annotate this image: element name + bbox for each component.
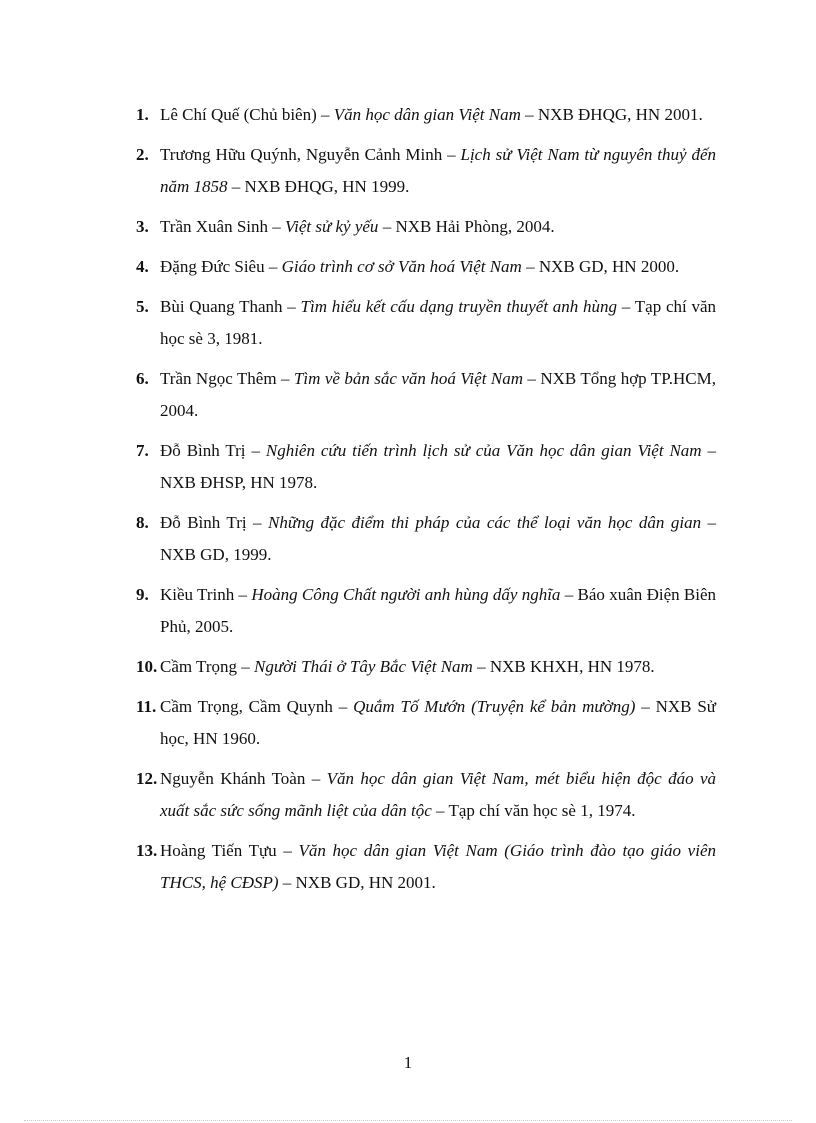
reference-author: Bùi Quang Thanh bbox=[160, 297, 283, 316]
reference-number: 8. bbox=[136, 513, 149, 532]
reference-author: Trần Xuân Sinh bbox=[160, 217, 268, 236]
reference-author: Trương Hữu Quýnh, Nguyễn Cảnh Minh bbox=[160, 145, 443, 164]
separator: – bbox=[282, 297, 301, 316]
page-divider bbox=[24, 1120, 792, 1121]
reference-author: Trần Ngọc Thêm bbox=[160, 369, 277, 388]
reference-item bbox=[136, 291, 716, 355]
reference-number: 3. bbox=[136, 217, 149, 236]
separator: – bbox=[245, 441, 266, 460]
reference-list bbox=[136, 99, 716, 907]
reference-item bbox=[136, 651, 716, 683]
reference-number: 13. bbox=[136, 841, 158, 860]
reference-item bbox=[136, 763, 716, 827]
reference-title: Văn học dân gian Việt Nam (Giáo trình đào tạo giáo viên THCS, hệ CĐSP) bbox=[160, 841, 717, 892]
separator: – bbox=[520, 105, 538, 124]
reference-item bbox=[136, 835, 716, 899]
reference-title: Hoàng Công Chất người anh hùng dấy nghĩa bbox=[251, 585, 561, 604]
reference-number: 9. bbox=[136, 585, 149, 604]
reference-number: 11. bbox=[136, 697, 157, 716]
reference-title: Tìm hiểu kết cấu dạng truyền thuyết anh hùng bbox=[300, 297, 618, 316]
separator: – bbox=[276, 369, 294, 388]
reference-source: Báo xuân Điện Biên Phủ, 2005. bbox=[160, 585, 717, 636]
reference-author: Cầm Trọng bbox=[160, 657, 237, 676]
page-number: 1 bbox=[403, 1053, 413, 1072]
separator: – bbox=[227, 177, 245, 196]
reference-author: Đặng Đức Siêu bbox=[160, 257, 265, 276]
reference-item bbox=[136, 99, 716, 131]
reference-source: NXB KHXH, HN 1978. bbox=[489, 657, 655, 676]
reference-source: NXB Tổng hợp TP.HCM, 2004. bbox=[160, 369, 716, 420]
reference-title: Văn học dân gian Việt Nam, mét biểu hiện độc đáo và xuất sắc sức sống mãnh liệt của dân tộc bbox=[160, 769, 716, 820]
reference-source: NXB ĐHQG, HN 2001. bbox=[537, 105, 703, 124]
reference-author: Đỗ Bình Trị bbox=[160, 513, 247, 532]
separator: – bbox=[431, 801, 449, 820]
separator: – bbox=[332, 697, 354, 716]
separator: – bbox=[264, 257, 282, 276]
reference-source: NXB ĐHSP, HN 1978. bbox=[160, 473, 318, 492]
separator: – bbox=[237, 657, 254, 676]
separator: – bbox=[617, 297, 635, 316]
separator: – bbox=[701, 441, 717, 460]
reference-source: NXB Hải Phòng, 2004. bbox=[395, 217, 555, 236]
separator: – bbox=[472, 657, 490, 676]
reference-author: Lê Chí Quế (Chủ biên) bbox=[160, 105, 317, 124]
reference-item bbox=[136, 435, 716, 499]
separator: – bbox=[268, 217, 285, 236]
reference-source: NXB GD, HN 2000. bbox=[538, 257, 680, 276]
reference-item bbox=[136, 363, 716, 427]
reference-title: Văn học dân gian Việt Nam bbox=[333, 105, 521, 124]
separator: – bbox=[305, 769, 327, 788]
reference-item bbox=[136, 507, 716, 571]
reference-source: NXB GD, HN 2001. bbox=[295, 873, 436, 892]
reference-title: Nghiên cứu tiến trình lịch sử của Văn học dân gian Việt Nam bbox=[265, 441, 702, 460]
separator: – bbox=[560, 585, 578, 604]
separator: – bbox=[234, 585, 252, 604]
reference-author: Nguyễn Khánh Toàn bbox=[160, 769, 306, 788]
reference-title: Những đặc điểm thi pháp của các thể loại văn học dân gian bbox=[267, 513, 702, 532]
reference-author: Kiều Trinh bbox=[160, 585, 235, 604]
reference-source: NXB Sử học, HN 1960. bbox=[160, 697, 717, 748]
reference-item bbox=[136, 211, 716, 243]
reference-item bbox=[136, 579, 716, 643]
separator: – bbox=[521, 257, 539, 276]
separator: – bbox=[378, 217, 396, 236]
reference-source: NXB GD, 1999. bbox=[160, 545, 272, 564]
separator: – bbox=[701, 513, 717, 532]
reference-author: Hoàng Tiến Tựu bbox=[160, 841, 277, 860]
reference-title: Giáo trình cơ sở Văn hoá Việt Nam bbox=[281, 257, 522, 276]
separator: – bbox=[635, 697, 656, 716]
reference-source: NXB ĐHQG, HN 1999. bbox=[244, 177, 410, 196]
reference-number: 12. bbox=[136, 769, 158, 788]
reference-item bbox=[136, 139, 716, 203]
separator: – bbox=[278, 873, 296, 892]
reference-number: 5. bbox=[136, 297, 149, 316]
reference-number: 2. bbox=[136, 145, 149, 164]
reference-author: Đỗ Bình Trị bbox=[160, 441, 246, 460]
separator: – bbox=[246, 513, 268, 532]
reference-source: Tạp chí văn học sè 3, 1981. bbox=[160, 297, 717, 348]
separator: – bbox=[316, 105, 334, 124]
reference-title: Việt sử kỷ yếu bbox=[285, 217, 379, 236]
reference-item bbox=[136, 251, 716, 283]
reference-title: Người Thái ở Tây Bắc Việt Nam bbox=[254, 657, 473, 676]
reference-title: Tìm về bản sắc văn hoá Việt Nam bbox=[293, 369, 523, 388]
reference-title: Lịch sử Việt Nam từ nguyên thuỷ đến năm 1858 bbox=[160, 145, 717, 196]
reference-title: Quắm Tố Mướn (Truyện kể bản mường) bbox=[353, 697, 636, 716]
reference-number: 10. bbox=[136, 657, 158, 676]
reference-author: Cầm Trọng, Cầm Quynh bbox=[160, 697, 333, 716]
separator: – bbox=[522, 369, 541, 388]
reference-number: 6. bbox=[136, 369, 149, 388]
reference-source: Tạp chí văn học sè 1, 1974. bbox=[448, 801, 636, 820]
reference-number: 1. bbox=[136, 105, 149, 124]
reference-number: 7. bbox=[136, 441, 149, 460]
reference-item bbox=[136, 691, 716, 755]
separator: – bbox=[276, 841, 299, 860]
separator: – bbox=[442, 145, 461, 164]
reference-number: 4. bbox=[136, 257, 149, 276]
